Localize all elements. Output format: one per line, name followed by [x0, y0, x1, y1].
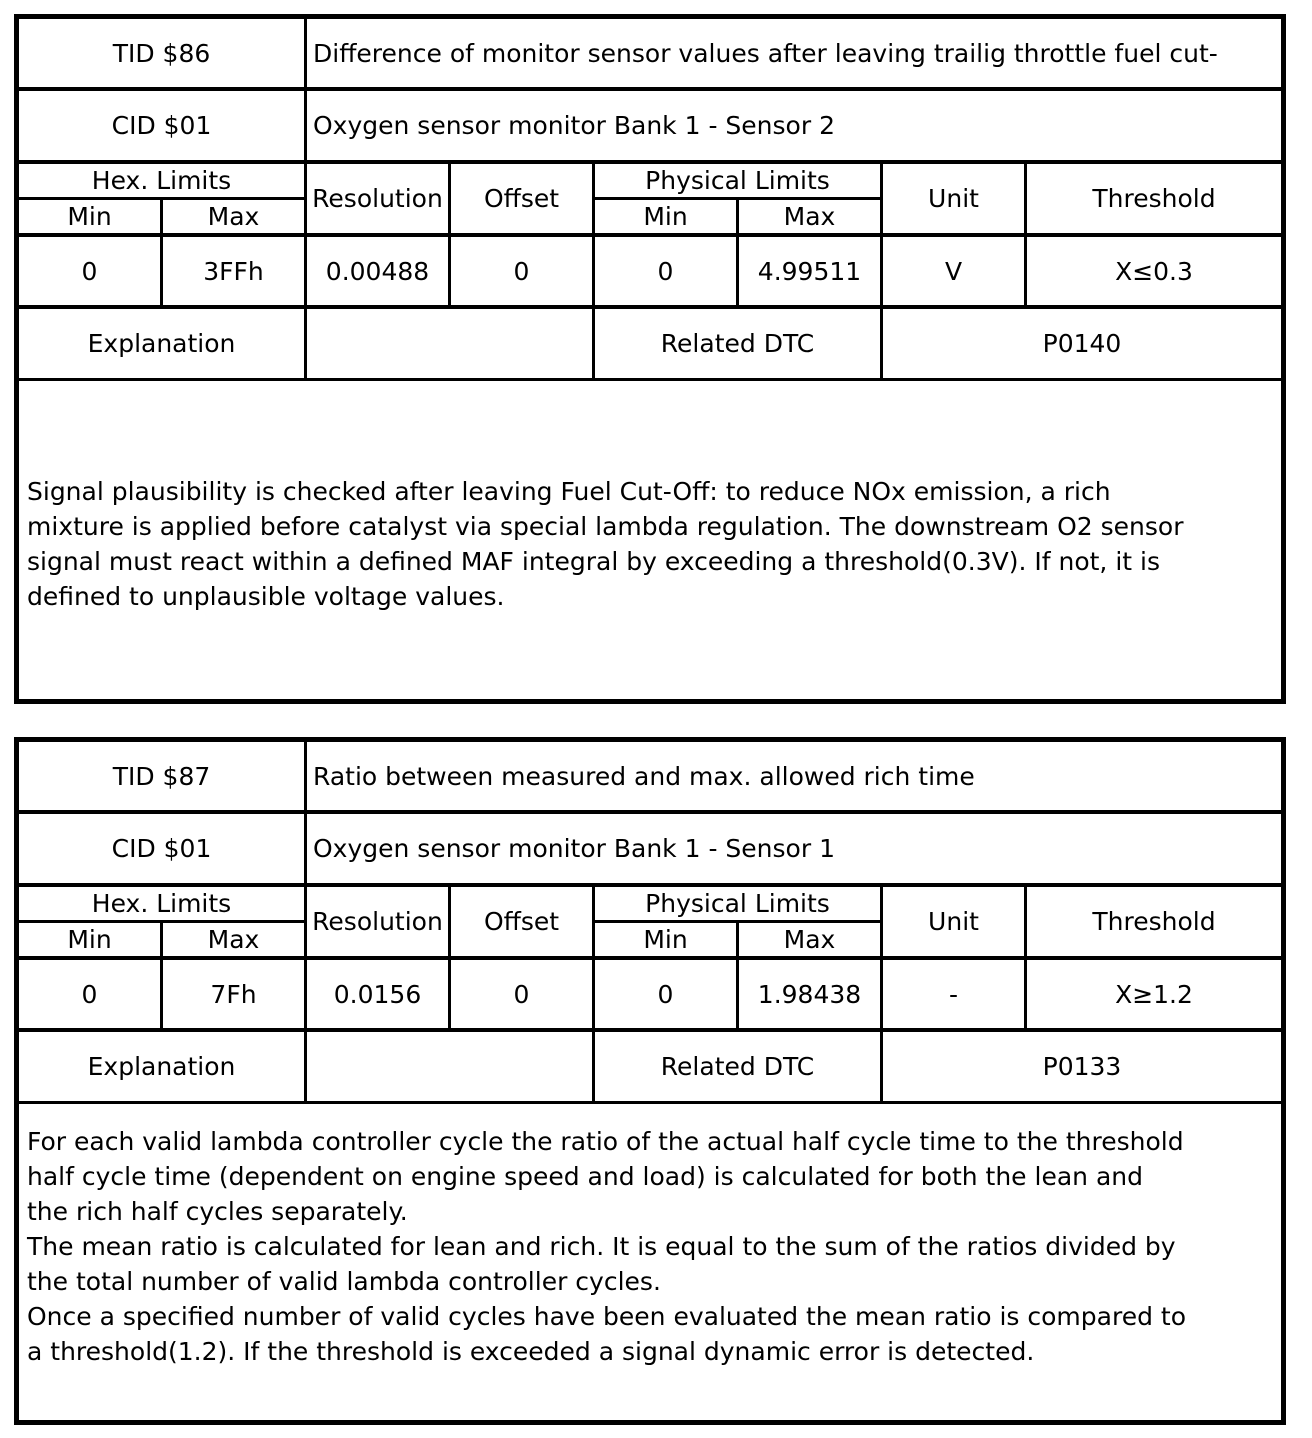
explanation-line: the total number of valid lambda controller cycles. — [27, 1267, 661, 1296]
explanation-line: the rich half cycles separately. — [27, 1197, 408, 1226]
resolution-header: Resolution — [307, 887, 451, 956]
unit-header: Unit — [883, 887, 1027, 956]
explanation-line: The mean ratio is calculated for lean and rich. It is equal to the sum of the ratios divided by — [27, 1232, 1176, 1261]
explanation-line: mixture is applied before catalyst via special lambda regulation. The downstream O2 sensor — [27, 512, 1184, 541]
cid-description: Oxygen sensor monitor Bank 1 - Sensor 2 — [313, 111, 835, 140]
phys-max-header: Max — [783, 202, 836, 231]
offset-value: 0 — [451, 960, 595, 1028]
phys-max-value: 4.99511 — [739, 237, 883, 305]
cid-description: Oxygen sensor monitor Bank 1 - Sensor 1 — [313, 834, 835, 863]
phys-max-header: Max — [783, 925, 836, 954]
phys-max-value: 1.98438 — [739, 960, 883, 1028]
hex-max-header: Max — [207, 202, 260, 231]
tid-86-table — [14, 14, 1286, 704]
related-dtc-label: Related DTC — [595, 309, 883, 378]
hex-min-header: Min — [19, 923, 163, 956]
resolution-value: 0.00488 — [307, 237, 451, 305]
explanation-line: For each valid lambda controller cycle the ratio of the actual half cycle time to the threshold — [27, 1127, 1184, 1156]
offset-header: Offset — [451, 887, 595, 956]
hex-limits-header: Hex. Limits — [19, 164, 304, 200]
resolution-value: 0.0156 — [307, 960, 451, 1028]
explanation-line: defined to unplausible voltage values. — [27, 582, 505, 611]
physical-limits-header: Physical Limits — [595, 887, 880, 923]
cid-label: CID $01 — [19, 814, 307, 883]
phys-min-value: 0 — [595, 960, 739, 1028]
explanation-label: Explanation — [19, 1032, 307, 1101]
explanation-text — [19, 474, 1281, 614]
related-dtc-value: P0140 — [1042, 329, 1122, 358]
physical-limits-header: Physical Limits — [595, 164, 880, 200]
tid-86-grid — [19, 19, 1281, 381]
explanation-line: signal must react within a defined MAF integral by exceeding a threshold(0.3V). If not, it is — [27, 547, 1160, 576]
unit-value: V — [883, 237, 1027, 305]
hex-min-header: Min — [19, 200, 163, 233]
hex-min-value: 0 — [19, 237, 163, 305]
phys-min-header: Min — [595, 923, 739, 956]
explanation-line: a threshold(1.2). If the threshold is exceeded a signal dynamic error is detected. — [27, 1337, 1035, 1366]
threshold-header: Threshold — [1092, 907, 1216, 936]
tid-label: TID $87 — [19, 742, 307, 810]
hex-max-value: 7Fh — [163, 960, 307, 1028]
offset-value: 0 — [451, 237, 595, 305]
offset-header: Offset — [451, 164, 595, 233]
phys-min-value: 0 — [595, 237, 739, 305]
hex-min-value: 0 — [19, 960, 163, 1028]
explanation-value — [307, 309, 595, 378]
unit-value: - — [883, 960, 1027, 1028]
unit-header: Unit — [883, 164, 1027, 233]
related-dtc-label: Related DTC — [595, 1032, 883, 1101]
tid-87-table — [14, 737, 1286, 1425]
related-dtc-value: P0133 — [1042, 1052, 1122, 1081]
tid-label: TID $86 — [19, 19, 307, 87]
tid-description: Difference of monitor sensor values after leaving trailig throttle fuel cut- — [313, 38, 1218, 68]
hex-max-header: Max — [207, 925, 260, 954]
threshold-value: X≥1.2 — [1115, 979, 1193, 1009]
explanation-label: Explanation — [19, 309, 307, 378]
explanation-text — [19, 1124, 1281, 1369]
threshold-header: Threshold — [1092, 184, 1216, 213]
tid-87-grid — [19, 742, 1281, 1104]
phys-min-header: Min — [595, 200, 739, 233]
tid-description: Ratio between measured and max. allowed rich time — [313, 761, 975, 791]
cid-label: CID $01 — [19, 91, 307, 160]
explanation-line: Signal plausibility is checked after leaving Fuel Cut-Off: to reduce NOx emission, a rich — [27, 477, 1111, 506]
hex-limits-header: Hex. Limits — [19, 887, 304, 923]
explanation-value — [307, 1032, 595, 1101]
hex-max-value: 3FFh — [163, 237, 307, 305]
threshold-value: X≤0.3 — [1115, 256, 1193, 286]
explanation-line: half cycle time (dependent on engine speed and load) is calculated for both the lean and — [27, 1162, 1143, 1191]
resolution-header: Resolution — [307, 164, 451, 233]
explanation-line: Once a specified number of valid cycles have been evaluated the mean ratio is compared to — [27, 1302, 1186, 1331]
